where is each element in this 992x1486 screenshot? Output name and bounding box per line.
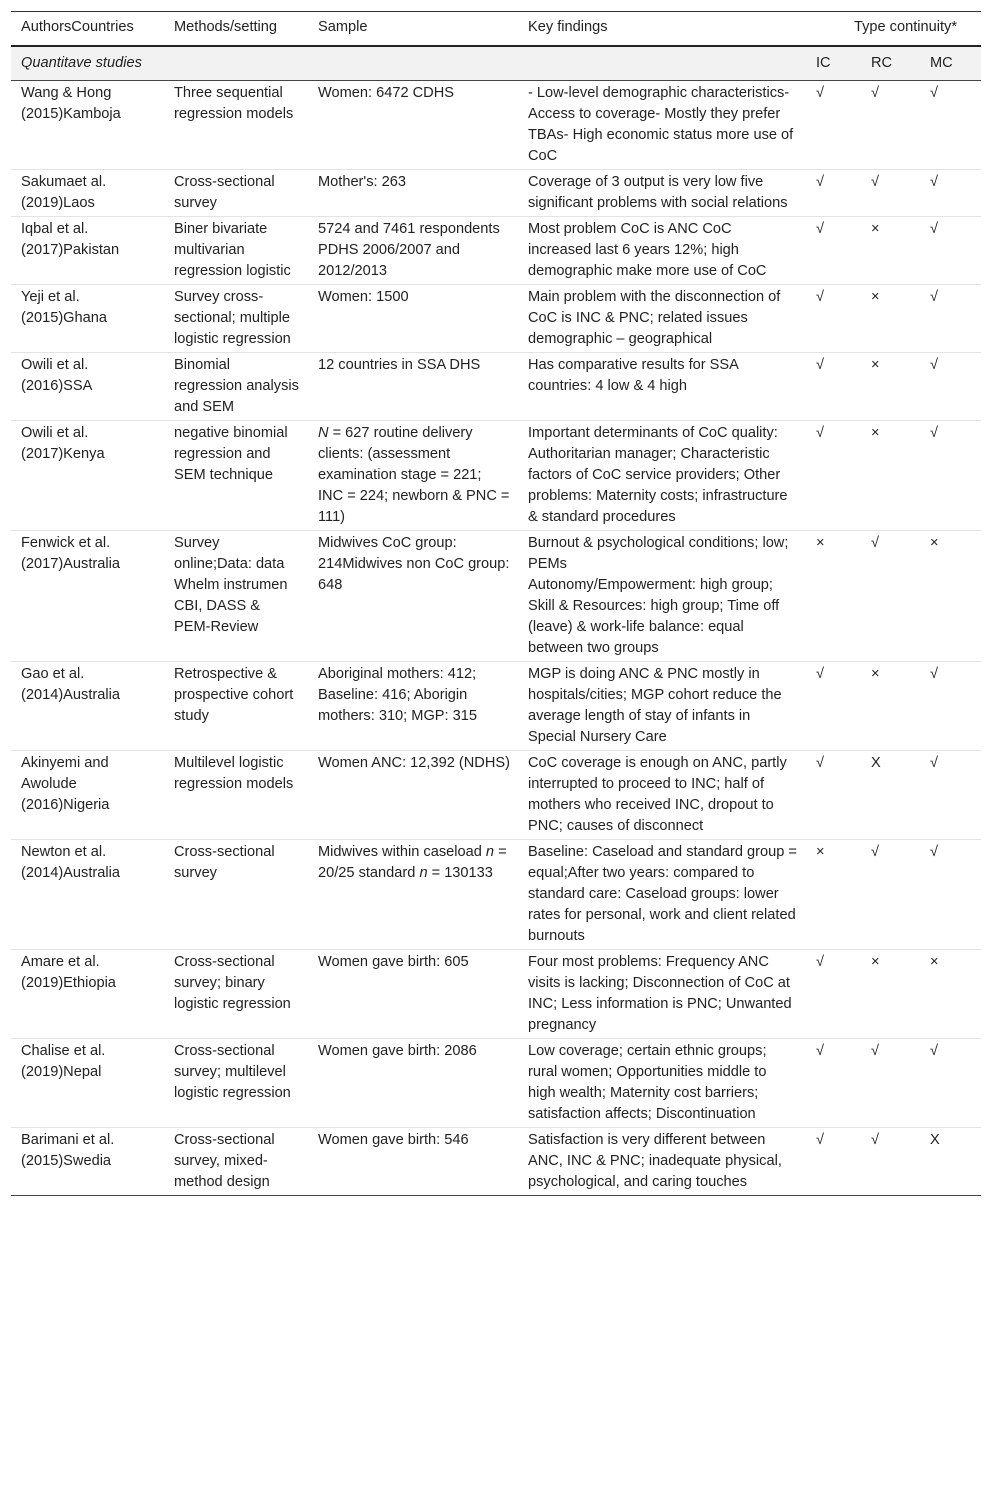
cell-methods: Multilevel logistic regression models [164, 751, 308, 840]
cell-methods: Cross-sectional survey, mixed-method design [164, 1128, 308, 1196]
cell-sample: Women gave birth: 546 [308, 1128, 518, 1196]
cell-methods: Three sequential regression models [164, 81, 308, 170]
cell-mc: √ [917, 285, 981, 353]
cell-rc: √ [861, 1128, 917, 1196]
cell-ic: √ [806, 1039, 861, 1128]
section-ic: IC [806, 46, 861, 81]
cell-mc: √ [917, 1039, 981, 1128]
cell-ic: × [806, 840, 861, 950]
cell-findings: MGP is doing ANC & PNC mostly in hospitals/cities; MGP cohort reduce the average length of stay of infants in Special Nursery Care [518, 662, 806, 751]
sample-n-symbol: n [419, 865, 428, 881]
cell-sample: 12 countries in SSA DHS [308, 353, 518, 421]
cell-ic: √ [806, 421, 861, 531]
cell-ic: √ [806, 751, 861, 840]
cell-findings: Baseline: Caseload and standard group = equal;After two years: compared to standard care: Caseload groups: lower rates for personal, work and client related burnouts [518, 840, 806, 950]
cell-methods: Cross-sectional survey [164, 840, 308, 950]
cell-ic: √ [806, 285, 861, 353]
section-row [11, 46, 981, 81]
header-findings: Key findings [518, 12, 806, 47]
cell-methods: Survey online;Data: data Whelm instrumen CBI, DASS & PEM-Review [164, 531, 308, 662]
cell-methods: Binomial regression analysis and SEM [164, 353, 308, 421]
cell-ic: √ [806, 662, 861, 751]
cell-findings: Satisfaction is very different between ANC, INC & PNC; inadequate physical, psychological, and caring touches [518, 1128, 806, 1196]
cell-findings: Important determinants of CoC quality: Authoritarian manager; Characteristic factors of CoC service providers; Other problems: Maternity costs; infrastructure & standard procedures [518, 421, 806, 531]
cell-mc: √ [917, 840, 981, 950]
cell-ic: √ [806, 81, 861, 170]
table-row [11, 662, 981, 751]
cell-rc: × [861, 285, 917, 353]
table-row [11, 285, 981, 353]
cell-authors: Chalise et al. (2019)Nepal [11, 1039, 164, 1128]
header-authors: AuthorsCountries [11, 12, 164, 47]
table-row [11, 531, 981, 662]
sample-n-symbol: N [318, 425, 329, 441]
cell-findings: Has comparative results for SSA countries: 4 low & 4 high [518, 353, 806, 421]
cell-findings: Four most problems: Frequency ANC visits is lacking; Disconnection of CoC at INC; Less information is PNC; Unwanted pregnancy [518, 950, 806, 1039]
header-methods: Methods/setting [164, 12, 308, 47]
cell-sample: Mother's: 263 [308, 170, 518, 217]
cell-methods: Retrospective & prospective cohort study [164, 662, 308, 751]
cell-mc: √ [917, 662, 981, 751]
cell-methods: Cross-sectional survey; binary logistic regression [164, 950, 308, 1039]
cell-sample: Women: 6472 CDHS [308, 81, 518, 170]
cell-authors: Owili et al. (2016)SSA [11, 353, 164, 421]
cell-findings: Main problem with the disconnection of CoC is INC & PNC; related issues demographic – geographical [518, 285, 806, 353]
cell-mc: × [917, 531, 981, 662]
table-row [11, 421, 981, 531]
cell-findings: Most problem CoC is ANC CoC increased last 6 years 12%; high demographic make more use of CoC [518, 217, 806, 285]
section-mc: MC [917, 46, 981, 81]
table-row [11, 170, 981, 217]
cell-methods: Cross-sectional survey; multilevel logistic regression [164, 1039, 308, 1128]
table-row [11, 1039, 981, 1128]
table-row [11, 353, 981, 421]
cell-authors: Amare et al. (2019)Ethiopia [11, 950, 164, 1039]
cell-authors: Iqbal et al. (2017)Pakistan [11, 217, 164, 285]
cell-sample [308, 840, 518, 950]
cell-ic: √ [806, 1128, 861, 1196]
cell-sample: Women ANC: 12,392 (NDHS) [308, 751, 518, 840]
cell-mc: √ [917, 353, 981, 421]
cell-sample [308, 421, 518, 531]
cell-mc: √ [917, 751, 981, 840]
cell-methods: negative binomial regression and SEM technique [164, 421, 308, 531]
cell-authors: Fenwick et al. (2017)Australia [11, 531, 164, 662]
cell-sample: 5724 and 7461 respondents PDHS 2006/2007 and 2012/2013 [308, 217, 518, 285]
table-row [11, 81, 981, 170]
cell-rc: √ [861, 840, 917, 950]
cell-ic: × [806, 531, 861, 662]
cell-mc: √ [917, 170, 981, 217]
cell-mc: √ [917, 81, 981, 170]
table-row [11, 840, 981, 950]
studies-table [11, 11, 981, 1196]
cell-rc: × [861, 353, 917, 421]
cell-authors: Sakumaet al. (2019)Laos [11, 170, 164, 217]
header-row [11, 12, 981, 47]
section-rc: RC [861, 46, 917, 81]
cell-rc: X [861, 751, 917, 840]
cell-rc: √ [861, 170, 917, 217]
cell-authors: Akinyemi and Awolude (2016)Nigeria [11, 751, 164, 840]
cell-rc: × [861, 950, 917, 1039]
cell-findings: Burnout & psychological conditions; low; PEMs Autonomy/Empowerment: high group; Skill & Resources: high group; Time off (leave) & work-life balance: equal between two groups [518, 531, 806, 662]
sample-text: = 627 routine delivery clients: (assessment examination stage = 221; INC = 224; newborn & PNC = 111) [318, 425, 510, 525]
cell-ic: √ [806, 217, 861, 285]
cell-ic: √ [806, 950, 861, 1039]
table-row [11, 950, 981, 1039]
sample-n-symbol: n [485, 844, 495, 860]
cell-sample: Midwives CoC group: 214Midwives non CoC group: 648 [308, 531, 518, 662]
header-sample: Sample [308, 12, 518, 47]
cell-findings: Coverage of 3 output is very low five significant problems with social relations [518, 170, 806, 217]
sample-text: = 20/25 standard [318, 844, 507, 881]
cell-methods: Biner bivariate multivarian regression logistic [164, 217, 308, 285]
cell-mc: √ [917, 421, 981, 531]
cell-findings: - Low-level demographic characteristics- Access to coverage- Mostly they prefer TBAs- High economic status more use of CoC [518, 81, 806, 170]
cell-mc: √ [917, 217, 981, 285]
sample-text: = 130133 [427, 865, 493, 881]
cell-findings: Low coverage; certain ethnic groups; rural women; Opportunities middle to high wealth; Maternity cost barriers; satisfaction affects; Discontinuation [518, 1039, 806, 1128]
cell-mc: X [917, 1128, 981, 1196]
table-row [11, 217, 981, 285]
cell-methods: Cross-sectional survey [164, 170, 308, 217]
table-row [11, 751, 981, 840]
cell-rc: × [861, 662, 917, 751]
cell-rc: √ [861, 81, 917, 170]
cell-authors: Owili et al. (2017)Kenya [11, 421, 164, 531]
cell-rc: × [861, 421, 917, 531]
cell-sample: Aboriginal mothers: 412; Baseline: 416; Aborigin mothers: 310; MGP: 315 [308, 662, 518, 751]
cell-authors: Yeji et al. (2015)Ghana [11, 285, 164, 353]
cell-authors: Barimani et al. (2015)Swedia [11, 1128, 164, 1196]
cell-authors: Newton et al. (2014)Australia [11, 840, 164, 950]
header-type-continuity: Type continuity* [806, 12, 981, 47]
cell-sample: Women gave birth: 605 [308, 950, 518, 1039]
cell-methods: Survey cross-sectional; multiple logistic regression [164, 285, 308, 353]
cell-rc: × [861, 217, 917, 285]
cell-sample: Women: 1500 [308, 285, 518, 353]
table-row [11, 1128, 981, 1196]
cell-authors: Wang & Hong (2015)Kamboja [11, 81, 164, 170]
cell-ic: √ [806, 353, 861, 421]
cell-rc: √ [861, 1039, 917, 1128]
cell-mc: × [917, 950, 981, 1039]
cell-findings: CoC coverage is enough on ANC, partly interrupted to proceed to INC; half of mothers who received INC, dropout to PNC; causes of disconnect [518, 751, 806, 840]
cell-sample: Women gave birth: 2086 [308, 1039, 518, 1128]
cell-ic: √ [806, 170, 861, 217]
cell-authors: Gao et al. (2014)Australia [11, 662, 164, 751]
cell-rc: √ [861, 531, 917, 662]
sample-text: Midwives within caseload [318, 844, 486, 860]
section-label: Quantitave studies [11, 46, 806, 81]
